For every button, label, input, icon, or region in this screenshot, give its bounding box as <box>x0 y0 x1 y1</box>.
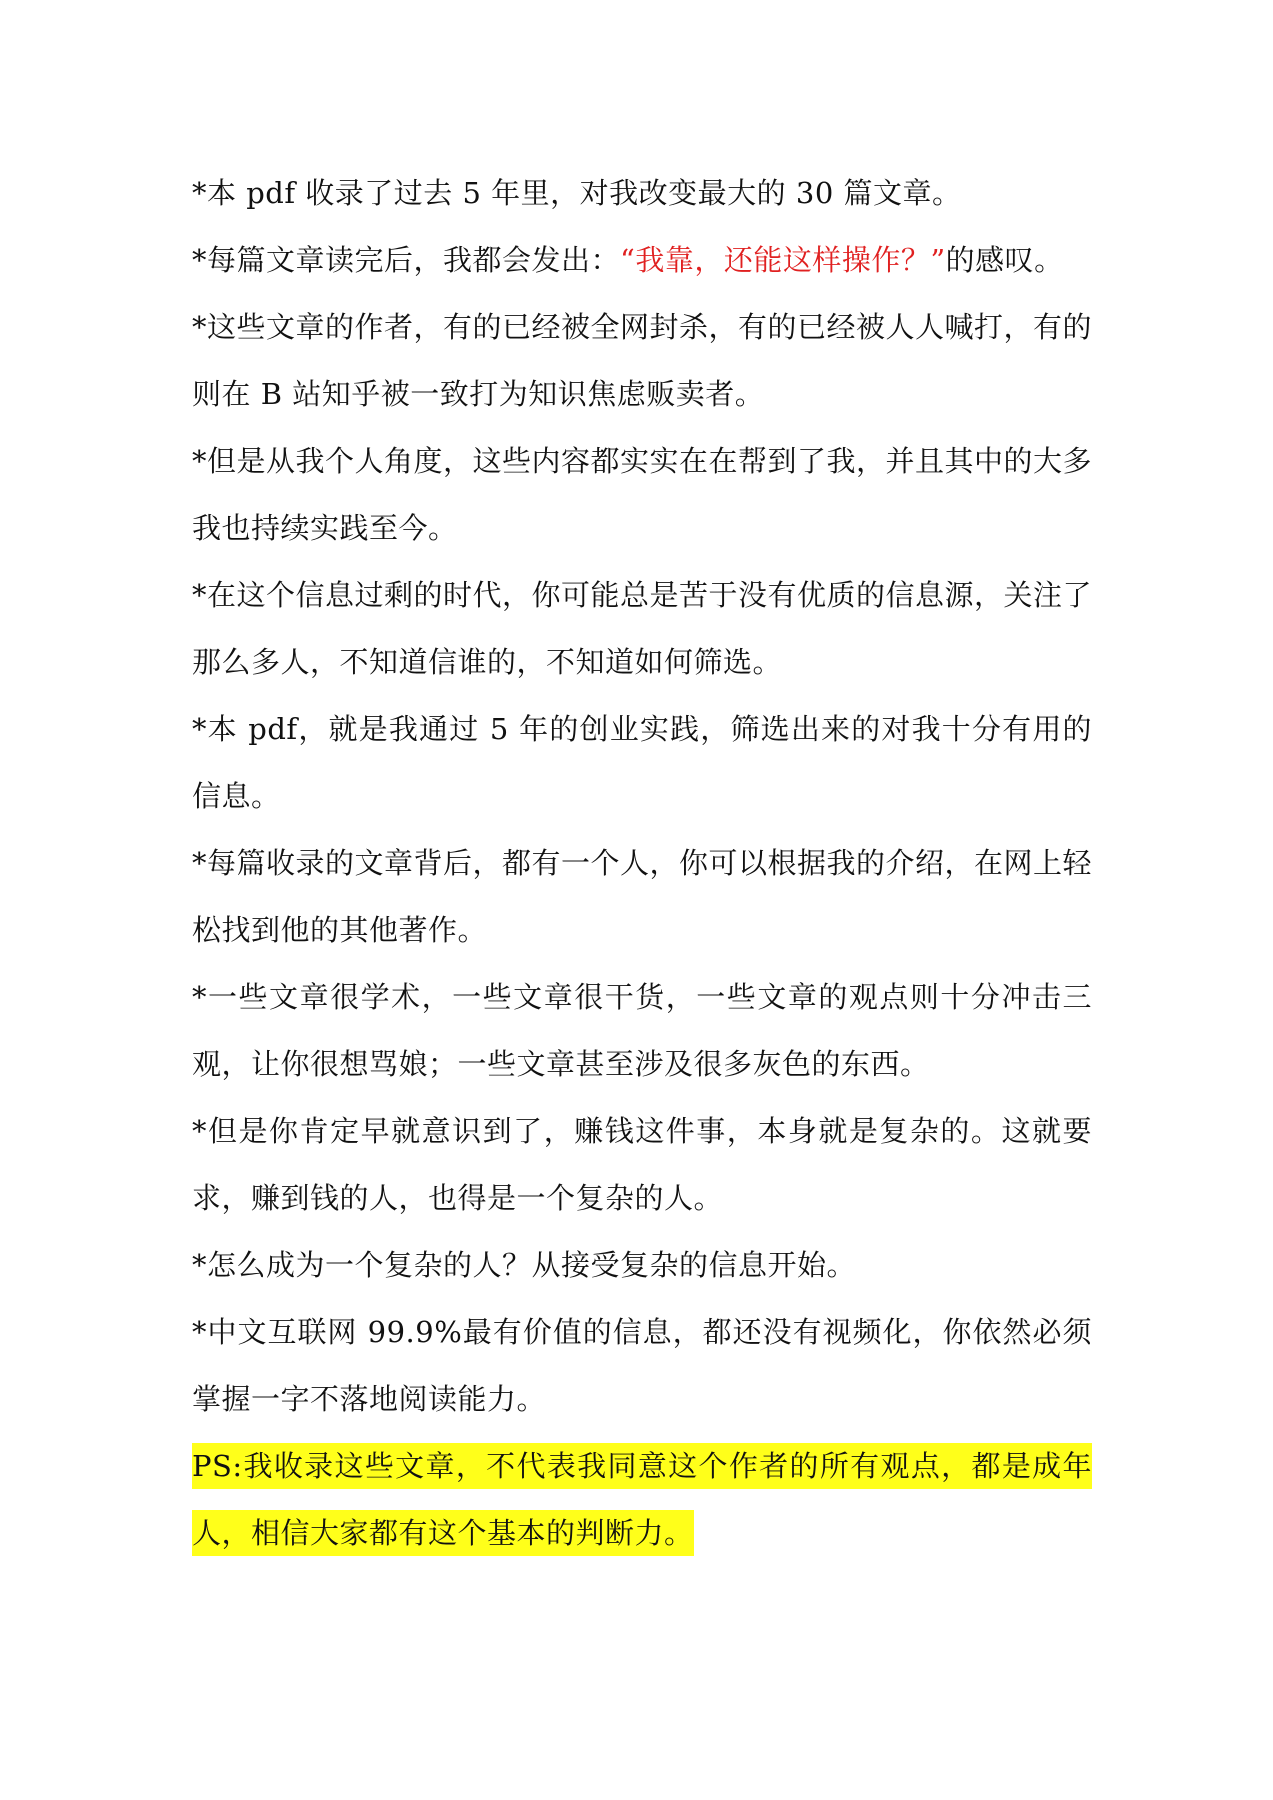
paragraph-text: *中文互联网 99.9%最有价值的信息，都还没有视频化，你依然必须掌握一字不落地阅读能力。 <box>192 1315 1092 1416</box>
paragraph-information-era <box>192 562 1092 696</box>
paragraph-reading-ability <box>192 1299 1092 1433</box>
paragraph-pdf-purpose <box>192 696 1092 830</box>
paragraph-text: *每篇收录的文章背后，都有一个人，你可以根据我的介绍，在网上轻松找到他的其他著作。 <box>192 846 1093 947</box>
paragraph-personal-view <box>192 428 1092 562</box>
red-emphasis-quote: “我靠，还能这样操作？” <box>620 243 946 277</box>
ps-note <box>192 1433 1092 1567</box>
paragraph-authors <box>192 294 1092 428</box>
paragraph-money-complex <box>192 1098 1092 1232</box>
paragraph-become-complex <box>192 1232 1092 1299</box>
paragraph-intro <box>192 160 1092 227</box>
paragraph-text: *在这个信息过剩的时代，你可能总是苦于没有优质的信息源，关注了那么多人，不知道信谁的，不知道如何筛选。 <box>192 578 1093 679</box>
paragraph-article-types <box>192 964 1092 1098</box>
paragraph-text: *但是从我个人角度，这些内容都实实在在帮到了我，并且其中的大多我也持续实践至今。 <box>192 444 1093 545</box>
paragraph-text: *本 pdf，就是我通过 5 年的创业实践，筛选出来的对我十分有用的信息。 <box>192 712 1092 813</box>
paragraph-text-before: *每篇文章读完后，我都会发出： <box>192 243 621 277</box>
paragraph-text: *本 pdf 收录了过去 5 年里，对我改变最大的 30 篇文章。 <box>192 176 962 210</box>
paragraph-authors-behind <box>192 830 1092 964</box>
paragraph-text: *这些文章的作者，有的已经被全网封杀，有的已经被人人喊打，有的则在 B 站知乎被一致打为知识焦虑贩卖者。 <box>192 310 1093 411</box>
paragraph-exclamation <box>192 227 1092 294</box>
paragraph-text: *但是你肯定早就意识到了，赚钱这件事，本身就是复杂的。这就要求，赚到钱的人，也得是一个复杂的人。 <box>192 1114 1092 1215</box>
highlighted-ps-text: PS:我收录这些文章，不代表我同意这个作者的所有观点，都是成年人，相信大家都有这个基本的判断力。 <box>192 1443 1092 1556</box>
paragraph-text: *一些文章很学术，一些文章很干货，一些文章的观点则十分冲击三观，让你很想骂娘；一些文章甚至涉及很多灰色的东西。 <box>192 980 1092 1081</box>
paragraph-text-after: 的感叹。 <box>945 243 1064 277</box>
document-body <box>192 160 1092 1567</box>
paragraph-text: *怎么成为一个复杂的人？从接受复杂的信息开始。 <box>192 1248 857 1282</box>
